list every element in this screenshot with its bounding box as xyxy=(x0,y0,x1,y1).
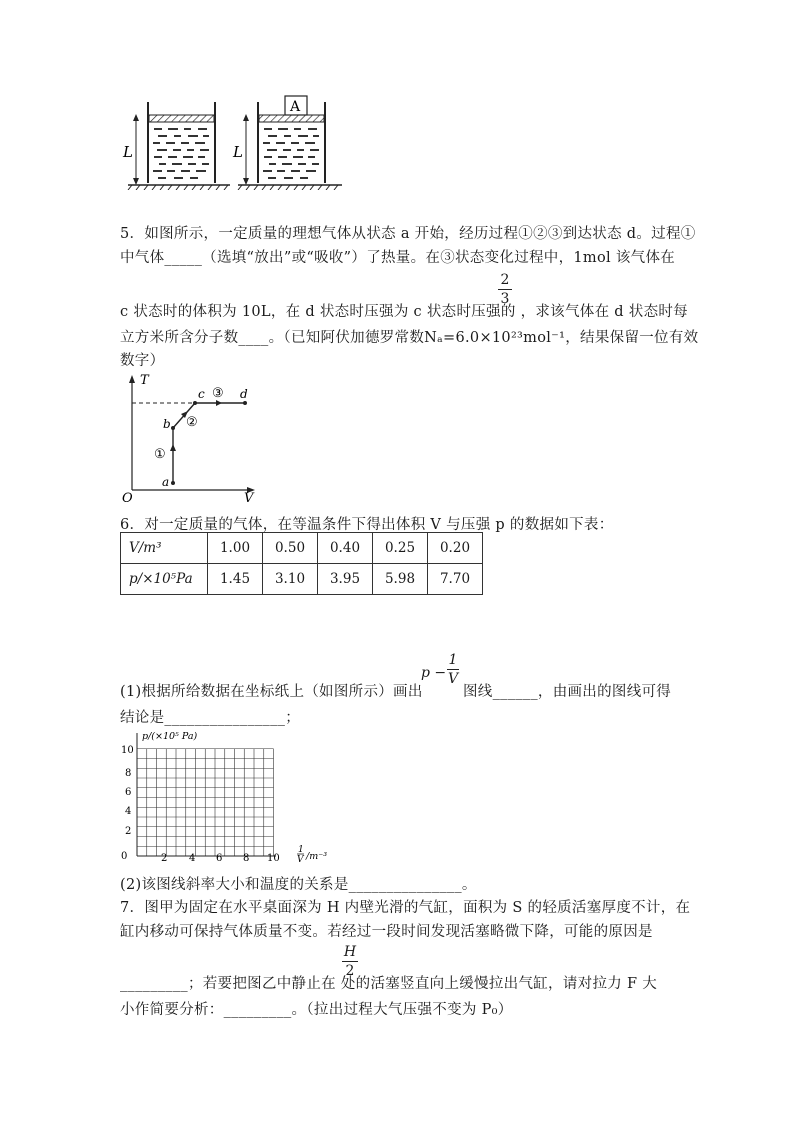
process-3-label: ③ xyxy=(212,386,224,401)
x-tick-2: 2 xyxy=(161,853,168,864)
table-header-p: p/×10⁵Pa xyxy=(121,564,208,595)
table-cell: 1.45 xyxy=(208,564,263,595)
q5-line5: 数字） xyxy=(120,353,165,369)
table-cell: 0.20 xyxy=(428,533,483,564)
y-tick-6: 6 xyxy=(125,787,132,798)
point-b: b xyxy=(163,417,171,431)
table-row xyxy=(121,533,483,564)
q5-line1: 5．如图所示，一定质量的理想气体从状态 a 开始，经历过程①②③到达状态 d。过程① xyxy=(120,226,696,242)
piston-left xyxy=(149,115,214,122)
q6-sub1-part-a: (1)根据所给数据在坐标纸上（如图所示）画出 xyxy=(120,684,423,700)
x-tick-4: 4 xyxy=(189,853,196,864)
q7-line3: _________；若要把图乙中静止在 处的活塞竖直向上缓慢拉出气缸，请对拉力 F 大 xyxy=(120,976,658,992)
xlabel-unit: /m⁻³ xyxy=(306,851,328,862)
point-d: d xyxy=(240,387,248,401)
q6-line1: 6．对一定质量的气体，在等温条件下得出体积 V 与压强 p 的数据如下表： xyxy=(120,517,614,533)
cylinder-left xyxy=(122,102,230,190)
table-cell: 0.25 xyxy=(373,533,428,564)
q5-frac-den: 3 xyxy=(500,291,510,307)
q6-sub1-part-b: 图线______，由画出的图线可得 xyxy=(463,684,672,700)
length-label-left: L xyxy=(123,143,133,161)
x-tick-8: 8 xyxy=(243,853,250,864)
q7-line2: 缸内移动可保持气体质量不变。若经过一段时间发现活塞略微下降，可能的原因是 xyxy=(120,924,653,940)
length-label-right: L xyxy=(233,143,243,161)
table-cell: 3.95 xyxy=(318,564,373,595)
process-2-label: ② xyxy=(186,415,198,430)
process-1-label: ① xyxy=(154,447,166,462)
q6-sub1-part-c: 结论是________________； xyxy=(120,710,300,726)
grid-ylabel: p/(×10⁵ Pa) xyxy=(142,731,198,742)
xlabel-num: 1 xyxy=(298,845,304,855)
y-tick-0: 0 xyxy=(121,851,128,862)
axis-v-label: V xyxy=(244,491,254,505)
q7-frac-num: H xyxy=(343,944,357,960)
x-tick-6: 6 xyxy=(216,853,223,864)
q6-sub2: (2)该图线斜率大小和温度的关系是_______________。 xyxy=(120,877,477,893)
origin-label: O xyxy=(122,491,133,505)
y-tick-4: 4 xyxy=(125,806,132,817)
grid-chart xyxy=(118,728,338,864)
grid-lines xyxy=(137,749,274,856)
table-cell: 0.50 xyxy=(263,533,318,564)
q5-frac-num: 2 xyxy=(500,272,510,288)
table-cell: 5.98 xyxy=(373,564,428,595)
table-cell: 1.00 xyxy=(208,533,263,564)
q5-line2: 中气体_____（选填“放出”或“吸收”）了热量。在③状态变化过程中，1mol 该气体在 xyxy=(120,250,676,266)
q6-inverse-v-fraction xyxy=(447,652,459,687)
block-a-label: A xyxy=(290,99,301,115)
xlabel-den: V xyxy=(297,855,304,864)
q6-expr-p: p − xyxy=(421,665,447,681)
table-cell: 7.70 xyxy=(428,564,483,595)
q7-frac-den: 2 xyxy=(345,963,355,979)
y-tick-2: 2 xyxy=(125,826,132,837)
cylinder-figure xyxy=(118,90,354,190)
table-cell: 0.40 xyxy=(318,533,373,564)
pv-data-table xyxy=(120,532,483,595)
q7-line1: 7．图甲为固定在水平桌面深为 H 内壁光滑的气缸，面积为 S 的轻质活塞厚度不计，在 xyxy=(120,900,691,916)
q6-frac-num: 1 xyxy=(448,652,458,668)
q5-line4: 立方米所含分子数____。（已知阿伏加德罗常数Nₐ=6.0×10²³mol⁻¹，结果保留一位有效 xyxy=(120,330,699,346)
table-row xyxy=(121,564,483,595)
table-header-v: V/m³ xyxy=(121,533,208,564)
y-tick-8: 8 xyxy=(125,768,132,779)
x-tick-10: 10 xyxy=(267,853,280,864)
axis-t-label: T xyxy=(140,373,149,388)
q6-frac-den: V xyxy=(447,671,459,687)
point-c: c xyxy=(198,387,205,401)
cylinder-right xyxy=(232,96,342,190)
piston-right xyxy=(259,115,324,122)
q5-line3: c 状态时的体积为 10L，在 d 状态时压强为 c 状态时压强的 ，求该气体在 d 状态时每 xyxy=(120,304,688,320)
q7-line4: 小作简要分析：_________。（拉出过程大气压强不变为 P₀） xyxy=(120,1002,513,1018)
tv-graph xyxy=(118,370,263,505)
table-cell: 3.10 xyxy=(263,564,318,595)
point-a: a xyxy=(162,475,170,489)
y-tick-10: 10 xyxy=(121,745,134,756)
